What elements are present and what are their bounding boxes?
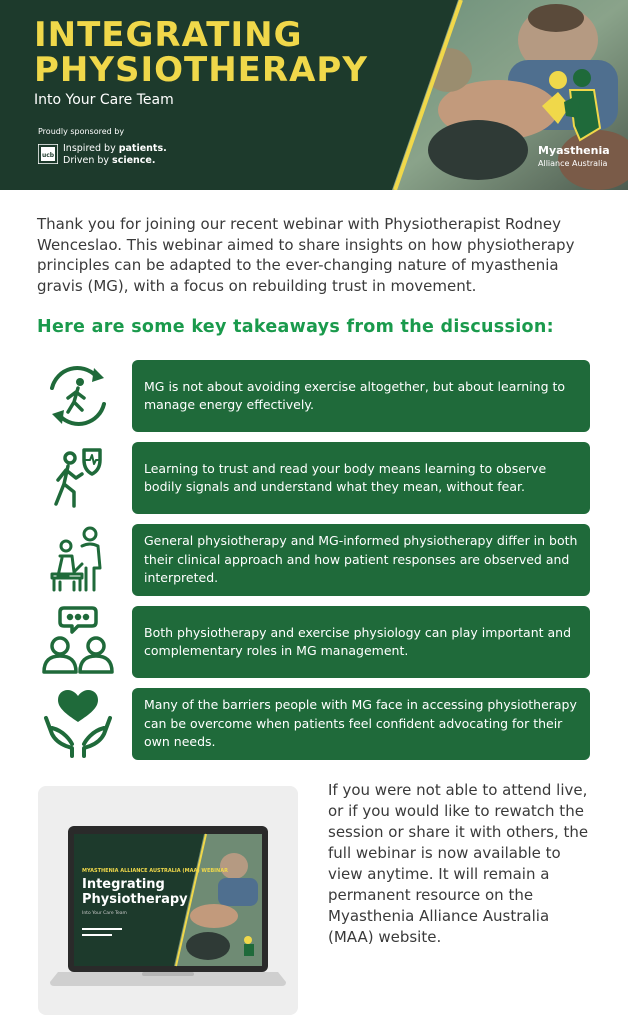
maa-logo-icon [536,66,604,144]
laptop-title-line1: Integrating [82,877,165,892]
takeaway-text: MG is not about avoiding exercise altogether, but about learning to manage energy effectively. [144,378,566,412]
takeaway-item [38,360,590,434]
walking-cycle-icon [38,360,118,432]
takeaway-item [38,606,590,680]
takeaway-box [132,360,590,432]
takeaway-item [38,442,590,516]
webinar-laptop-image[interactable] [38,786,298,1015]
takeaway-box [132,688,590,760]
takeaway-text: Both physiotherapy and exercise physiology can play important and complementary roles in MG management. [144,624,572,658]
banner-subtitle: Into Your Care Team [34,92,174,108]
banner-title [34,15,368,90]
sponsor-tagline: Inspired by patients. Driven by science. [63,143,167,166]
takeaway-box [132,442,590,514]
walker-heartbeat-icon [38,442,118,514]
header-banner [0,0,628,190]
ucb-logo-icon [38,144,58,164]
takeaway-item [38,688,590,762]
takeaway-text: Many of the barriers people with MG face in accessing physiotherapy can be overcome when patients feel confident advocating for their own needs. [144,697,577,750]
takeaways-heading: Here are some key takeaways from the discussion: [37,317,554,337]
outro-paragraph: If you were not able to attend live, or if you would like to rewatch the session or share it with others, the full webinar is now available to view anytime. It will remain a permanent resource on the Myasthenia Alliance Australia (MAA) website. [328,781,589,946]
intro-paragraph: Thank you for joining our recent webinar with Physiotherapist Rodney Wenceslao. This webinar aimed to share insights on how physiotherapy principles can be adapted to the ever-changing nature of myasthenia gravis (MG), with a focus on rebuilding trust in movement. [37,215,575,295]
physiotherapist-patient-icon [38,524,118,596]
banner-title-line1: INTEGRATING [34,15,303,55]
hands-heart-icon [38,688,118,760]
sponsor-label: Proudly sponsored by [38,127,125,136]
svg-text:ucb: ucb [41,152,55,159]
laptop-title-line2: Physiotherapy [82,892,188,907]
maa-subtitle: Alliance Australia [538,159,608,168]
takeaway-text: General physiotherapy and MG-informed physiotherapy differ in both their clinical approach and how patient responses are observed and interpreted. [144,533,578,586]
takeaway-item [38,524,590,598]
laptop-illustration [38,786,298,1015]
laptop-kicker: MYASTHENIA ALLIANCE AUSTRALIA (MAA) WEBINAR [82,868,228,874]
takeaway-box [132,524,590,596]
laptop-subtitle: Into Your Care Team [82,911,127,916]
takeaway-text: Learning to trust and read your body means learning to observe bodily signals and understand what they mean, without fear. [144,460,547,494]
maa-name: Myasthenia [538,144,610,157]
people-conversation-icon [38,606,118,678]
banner-title-line2: PHYSIOTHERAPY [34,50,368,90]
takeaway-box [132,606,590,678]
